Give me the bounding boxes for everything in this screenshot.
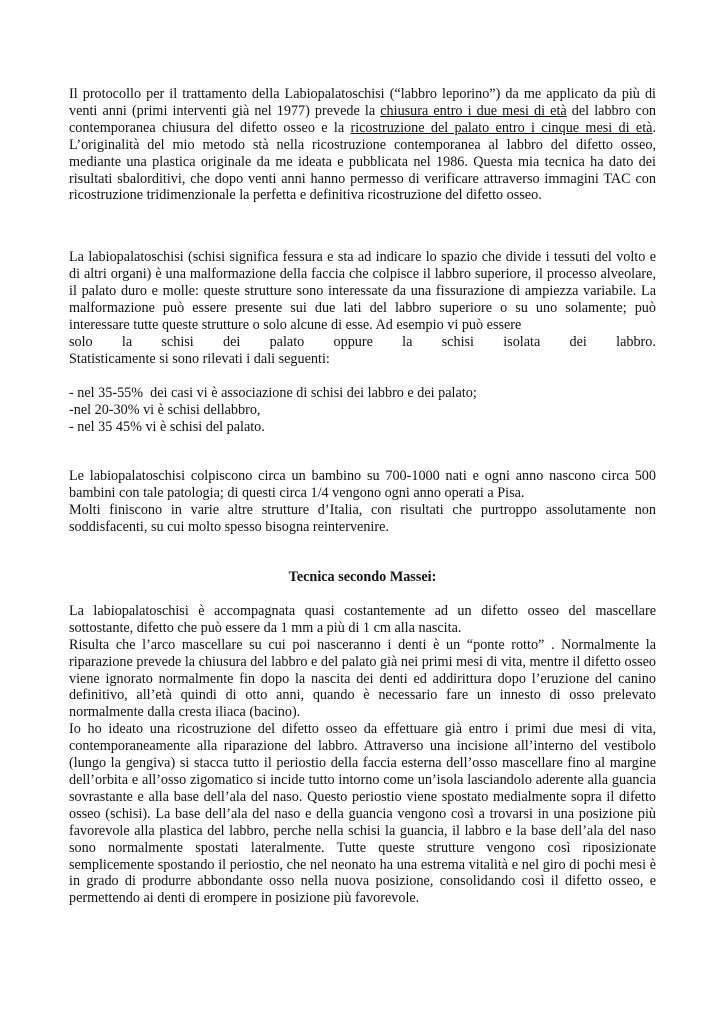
spread-word: isolata: [503, 333, 541, 350]
intro-text-3: . L’originalità del mio metodo stà nella ricostruzione contemporanea al labbro del difetto osseo, mediante una plastica originale da me ideata e pubblicata nel 1986. Questa mia tecnica ha dato dei risultati sbalorditivi, che dopo venti anni hanno permesso di verificare attraverso immagini TAC con ricostruzione tridimenzionale la perfetta e definitiva ricostruzione del difetto osseo.: [69, 119, 656, 204]
definition-paragraph: La labiopalatoschisi (schisi significa fessura e sta ad indicare lo spazio che divide i tessuti del volto e di altri organi) è una malformazione della faccia che colpisce il labbro superiore, il processo alveolare, il palato duro e molle: queste strutture sono interessate da una fissurazione di ampiezza variabile. La malformazione può essere presente sui due lati del labbro superiore o su uno solamente; può interessare tutte queste strutture o solo alcune di esse. Ad esempio vi può essere: [69, 249, 656, 333]
stats-item: -nel 20-30% vi è schisi dellabbro,: [69, 401, 261, 418]
incidence-paragraph-2: Molti finiscono in varie altre strutture d’Italia, con risultati che purtroppo assolutamente non soddisfacenti, su cui molto spesso bisogna reintervenire.: [69, 502, 656, 536]
spread-word: la: [121, 333, 133, 350]
spread-word: dei: [569, 333, 587, 350]
spread-word: palato: [269, 333, 305, 350]
intro-text-2: del labbro con contemporanea chiusura del difetto osseo e la: [69, 102, 657, 136]
stats-intro: Statisticamente si sono rilevati i dali seguenti:: [69, 350, 330, 367]
spread-word: oppure: [333, 333, 373, 350]
spread-word: solo: [69, 333, 93, 350]
stats-item: - nel 35 45% vi è schisi del palato.: [69, 418, 265, 435]
technique-paragraph-1: La labiopalatoschisi è accompagnata quasi costantemente ad un difetto osseo del mascellare sottostante, difetto che può essere da 1 mm a più di 1 cm alla nascita.: [69, 602, 656, 636]
intro-text-1: Il protocollo per il trattamento della Labiopalatoschisi (“labbro leporino”) da me applicato da più di venti anni (primi interventi già nel 1977) prevede la: [69, 86, 656, 119]
spread-word: schisi: [161, 333, 194, 350]
technique-heading: Tecnica secondo Massei:: [288, 569, 437, 586]
spread-word: labbro.: [616, 333, 656, 350]
spread-word: la: [402, 333, 413, 350]
document-page: [69, 86, 656, 907]
intro-underlined-1: chiusura entro i due mesi di età: [380, 102, 567, 119]
spread-word: schisi: [441, 333, 474, 350]
technique-paragraph-2: Risulta che l’arco mascellare su cui poi nasceranno i denti è un “ponte rotto” . Normalmente la riparazione prevede la chiusura del labbro e del palato già nei primi mesi di vita, mentre il difetto osseo viene ignorato normalmente fin dopo la nascita dei denti ed addirittura dopo l’eruzione del canino definitivo, all’età quindi di otto anni, quando è necessario fare un innesto di osso prelevato normalmente dalla cresta iliaca (bacino).: [69, 636, 656, 721]
incidence-paragraph: Le labiopalatoschisi colpiscono circa un bambino su 700-1000 nati e ogni anno nascono circa 500 bambini con tale patologia; di questi circa 1/4 vengono ogni anno operati a Pisa.: [69, 468, 656, 502]
stats-item: - nel 35-55% dei casi vi è associazione di schisi dei labbro e dei palato;: [69, 384, 477, 401]
technique-paragraph-3: Io ho ideato una ricostruzione del difetto osseo da effettuare già entro i primi due mesi di vita, contemporaneamente alla riparazione del labbro. Attraverso una incisione all’interno del vestibolo (lungo la gengiva) si stacca tutto il periostio della faccia esterna dell’osso mascellare fino al margine dell’orbita e all’osso zigomatico si incide tutto intorno come un’isola lasciandolo aderente alla guancia sovrastante e alla base dell’ala del naso. Questo periostio viene spostato medialmente sopra il difetto osseo (schisi). La base dell’ala del naso e della guancia vengono così a trovarsi in una posizione più favorevole alla plastica del labbro, perche nella schisi la guancia, il labbro e la base dell’ala del naso sono normalmente spostati lateralmente. Tutte queste strutture vengono così riposizionate semplicemente spostando il periostio, che nel neonato ha una estrema vitalità e nel giro di pochi mesi è in grado di produrre abbondante osso nella nuova posizione, consolidando così il difetto osseo, e permettendo ai denti di erompere in posizione più favorevole.: [69, 721, 656, 907]
definition-spread-line: [69, 334, 656, 351]
intro-underlined-2: ricostruzione del palato entro i cinque mesi di età: [350, 119, 653, 136]
spread-word: dei: [222, 333, 241, 350]
intro-paragraph: [69, 86, 656, 204]
